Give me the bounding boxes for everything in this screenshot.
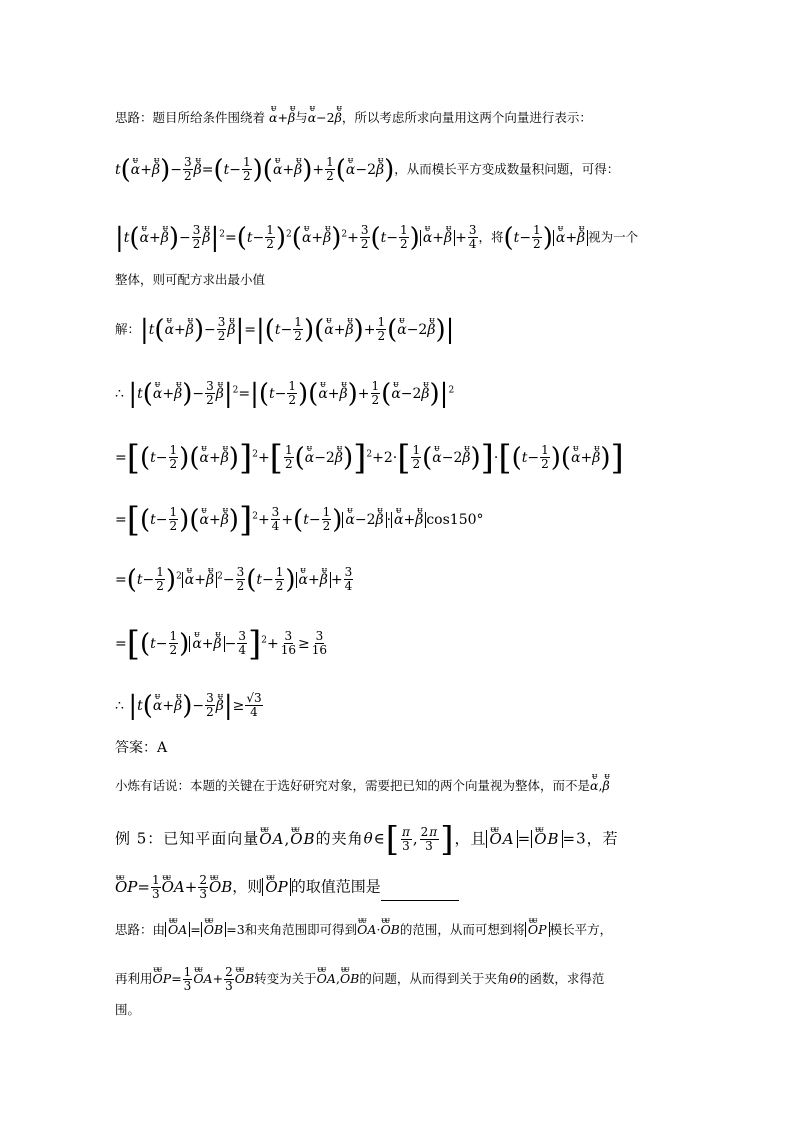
example-5-line-2: ᵾᵾ OP= $\frac{1}{3}$ ᵾᵾ OA+ $\frac{2}{3}$ ᵾᵾ OB，则ᵾᵾ OP 的取值范围是 <box>115 874 459 901</box>
idea-5-line-3: 围。 <box>115 1002 141 1017</box>
solution-line-7: ∴ |t(ᵾ α+ᵾ β)− $\frac{3}{2}$ ᵾ β|≥ $\frac{√3}{4}$ <box>115 692 264 719</box>
idea-line-1: 思路：题目所给条件围绕着 ᵾ α+ᵾ β与ᵾ α−2ᵾ β，所以考虑所求向量用这两个向量进行表示： <box>115 108 592 128</box>
idea-5-text-7: 的问题，从而得到关于夹角 <box>359 971 510 986</box>
idea-5-text-8: 的函数，求得范 <box>516 971 605 986</box>
cos-text: cos150° <box>426 511 484 528</box>
solution-line-4: =[(t− $\frac{1}{2}$ )(ᵾ α+ᵾ β)]$^2$+ $\frac{3}{4}$ +(t− $\frac{1}{2}$ )ᵾ α−2ᵾ β ·ᵾ α+ᵾ β cos150° <box>115 506 484 533</box>
idea-line-4: 整体，则可配方求出最小值 <box>115 272 266 287</box>
solution-label: 解： <box>115 321 141 337</box>
equation-line-2: t(ᵾ α+ᵾ β)− $\frac{3}{2}$ ᵾ β=(t− $\frac{1}{2}$ )(ᵾ α+ᵾ β)+ $\frac{1}{2}$ (ᵾ α−2ᵾ β)，从而模长平方变成数量积问题，可得： <box>115 156 619 183</box>
comma-text: ，将 <box>478 229 504 245</box>
idea-5-line-1: 思路：由ᵾᵾ OA =ᵾᵾ OB =3和夹角范围即可得到ᵾᵾ OA·ᵾᵾ OB的范围，从而可想到将ᵾᵾ OP 模长平方， <box>115 920 612 940</box>
then-text: ，则 <box>232 877 263 896</box>
idea-5-text-5: 再利用 <box>115 971 153 986</box>
angle-text: 的夹角 <box>315 829 364 848</box>
example-label: 例 5：已知平面向量 <box>115 829 260 848</box>
idea-5-text-6: 转变为关于 <box>254 971 317 986</box>
idea-5-line-2: 再利用ᵾᵾ OP= $\frac{1}{3}$ ᵾᵾ OA+ $\frac{2}{3}$ ᵾᵾ OB转变为关于ᵾᵾ OA,ᵾᵾ OB的问题，从而得到关于夹角θ的函数，求得范 <box>115 966 604 993</box>
idea-text: 思路：题目所给条件围绕着 <box>115 110 266 125</box>
idea-5-text-2: 和夹角范围即可得到 <box>244 922 358 937</box>
equation-tail: ，从而模长平方变成数量积问题，可得： <box>394 161 620 177</box>
idea-5-text-4: 模长平方， <box>549 922 613 937</box>
answer: 答案：A <box>115 740 168 756</box>
solution-line-1: 解：|t(ᵾ α+ᵾ β)− $\frac{3}{2}$ ᵾ β|=|(t− $\frac{1}{2}$ )(ᵾ α+ᵾ β)+ $\frac{1}{2}$ (ᵾ α−2ᵾ β)| <box>115 316 454 343</box>
equation-line-3: |t(ᵾ α+ᵾ β)− $\frac{3}{2}$ ᵾ $\beta|^2=(t-$ $\frac{1}{2}$ )$^2$(ᵾ α+ᵾ β)$^2$+ $\frac{3}{2}$ (t− $\frac{1}{2}$ )ᵾ α+ᵾ β + $\frac{3}{4}$ ，将(t− $\frac{1}{2}$ )ᵾ α+ᵾ β 视为一个 <box>115 224 638 251</box>
solution-line-2: ∴ |t(ᵾ α+ᵾ β)− $\frac{3}{2}$ ᵾ $\beta|^2=|(t-$ $\frac{1}{2}$ )(ᵾ α+ᵾ β)+ $\frac{1}{2}$ (ᵾ α−2ᵾ $\beta)|^2$ <box>115 380 454 407</box>
and-text-2: ，且 <box>454 829 487 848</box>
solution-line-6: =[(t− $\frac{1}{2}$ )ᵾ α+ᵾ β − $\frac{3}{4}$ ]$^2$+ $\frac{3}{16}$ ≥ $\frac{3}{16}$ <box>115 630 329 657</box>
note-line: 小炼有话说：本题的关键在于选好研究对象，需要把已知的两个向量视为整体，而不是ᵾ α,ᵾ β <box>115 776 610 796</box>
range-text: 的取值范围是 <box>290 877 381 896</box>
idea-text-2: ，所以考虑所求向量用这两个向量进行表示： <box>341 110 592 125</box>
idea-5-text-1: 思路：由 <box>115 922 166 937</box>
solution-line-5: =(t− $\frac{1}{2}$ )$^2$ᵾ α+ᵾ β $^2$− $\frac{3}{2}$ (t− $\frac{1}{2}$ )ᵾ α+ᵾ β + $\frac{3}{4}$ <box>115 566 354 593</box>
note-text: 小炼有话说：本题的关键在于选好研究对象，需要把已知的两个向量视为整体，而不是 <box>115 778 591 793</box>
answer-blank[interactable] <box>381 886 459 901</box>
example-5-line-1: 例 5：已知平面向量ᵾᵾ OA,ᵾᵾ OB的夹角θ∈[ $\frac{\pi}{3}$ , $\frac{2\pi}{3}$ ]，且ᵾᵾ OA =ᵾᵾ OB =3，若 <box>115 826 619 853</box>
idea-5-text-3: 的范围，从而可想到将 <box>399 922 525 937</box>
if-text: ，若 <box>586 829 619 848</box>
solution-line-3: =[(t− $\frac{1}{2}$ )(ᵾ α+ᵾ β)]$^2$+[ $\frac{1}{2}$ (ᵾ α−2ᵾ β)]$^2$+2·[ $\frac{1}{2}$ (ᵾ α−2ᵾ β)]·[(t− $\frac{1}{2}$ )(ᵾ α+ᵾ β)] <box>115 444 624 471</box>
view-as-text: 视为一个 <box>588 229 639 245</box>
and-text: 与 <box>295 110 308 125</box>
